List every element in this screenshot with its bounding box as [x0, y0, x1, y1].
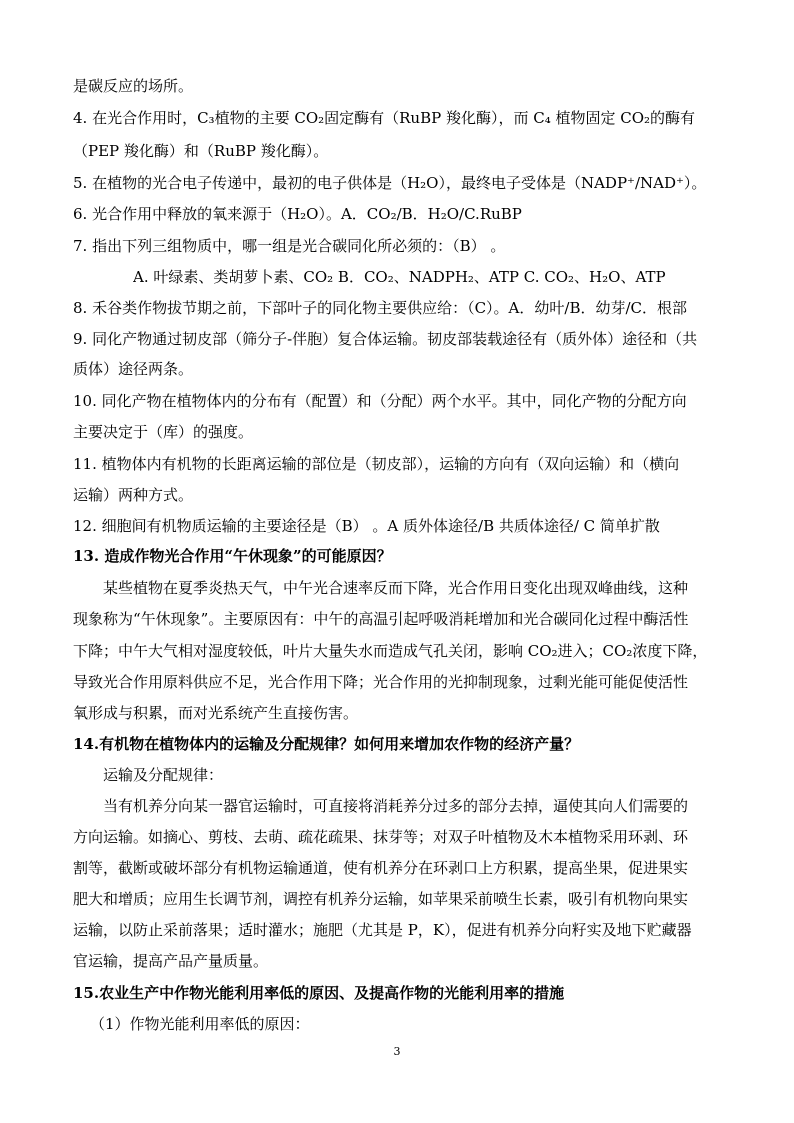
- text-line: 下降；中午大气相对湿度较低，叶片大量失水而造成气孔关闭，影响 CO₂进入；CO₂浓度下降，: [73, 642, 708, 660]
- text-line: 是碳反应的场所。: [73, 77, 194, 95]
- text-line: 当有机养分向某一器官运输时，可直接将消耗养分过多的部分去掉，逼使其向人们需要的: [103, 797, 689, 815]
- page-number: 3: [393, 1045, 401, 1058]
- text-line: 运输）两种方式。: [73, 486, 194, 504]
- text-line: 导致光合作用原料供应不足，光合作用下降；光合作用的光抑制现象，过剩光能可能促使活性: [73, 673, 689, 691]
- text-line: 运输及分配规律：: [103, 766, 224, 784]
- text-line: 4. 在光合作用时，C₃植物的主要 CO₂固定酶有（RuBP 羧化酶），而 C₄ 植物固定 CO₂的酶有: [73, 109, 696, 127]
- text-line: 割等，截断或破坏部分有机物运输通道，使有机养分在环剥口上方积累，提高坐果，促进果实: [73, 859, 689, 877]
- question-heading: 15.农业生产中作物光能利用率低的原因、及提高作物的光能利用率的措施: [73, 984, 565, 1002]
- text-line: A. 叶绿素、类胡萝卜素、CO₂ B．CO₂、NADPH₂、ATP C. CO₂、H₂O、ATP: [133, 268, 666, 286]
- text-line: 质体）途径两条。: [73, 360, 194, 378]
- text-line: 6. 光合作用中释放的氧来源于（H₂O）。A．CO₂/B．H₂O/C.RuBP: [73, 205, 522, 223]
- text-line: 官运输，提高产品产量质量。: [73, 952, 269, 970]
- text-line: （PEP 羧化酶）和（RuBP 羧化酶）。: [73, 142, 329, 160]
- text-line: 现象称为“午休现象”。主要原因有：中午的高温引起呼吸消耗增加和光合碳同化过程中酶活性: [73, 610, 689, 628]
- text-line: 11. 植物体内有机物的长距离运输的部位是（韧皮部），运输的方向有（双向运输）和（横向: [73, 455, 680, 473]
- text-line: 氧形成与积累，而对光系统产生直接伤害。: [73, 704, 359, 722]
- text-line: 方向运输。如摘心、剪枝、去萌、疏花疏果、抹芽等；对双子叶植物及木本植物采用环剥、环: [73, 828, 689, 846]
- text-line: 8. 禾谷类作物拔节期之前，下部叶子的同化物主要供应给：（C）。A．幼叶/B．幼芽/C．根部: [73, 299, 688, 317]
- text-line: 某些植物在夏季炎热天气，中午光合速率反而下降，光合作用日变化出现双峰曲线，这种: [103, 579, 689, 597]
- text-line: 12. 细胞间有机物质运输的主要途径是（B） 。A 质外体途径/B 共质体途径/ C 简单扩散: [73, 517, 660, 535]
- text-line: 5. 在植物的光合电子传递中，最初的电子供体是（H₂O），最终电子受体是（NADP⁺/NAD⁺）。: [73, 174, 707, 192]
- text-line: 9. 同化产物通过韧皮部（筛分子-伴胞）复合体运输。韧皮部装载途径有（质外体）途径和（共: [73, 330, 698, 348]
- question-heading: 14.有机物在植物体内的运输及分配规律？如何用来增加农作物的经济产量？: [73, 735, 580, 753]
- text-line: 10. 同化产物在植物体内的分布有（配置）和（分配）两个水平。其中，同化产物的分配方向: [73, 392, 687, 410]
- text-line: 肥大和增质；应用生长调节剂，调控有机养分运输，如苹果采前喷生长素，吸引有机物向果实: [73, 890, 689, 908]
- text-line: 主要决定于（库）的强度。: [73, 423, 254, 441]
- text-line: 7. 指出下列三组物质中，哪一组是光合碳同化所必须的：（B） 。: [73, 237, 506, 255]
- text-line: （1）作物光能利用率低的原因：: [90, 1015, 310, 1033]
- text-line: 运输，以防止采前落果；适时灌水；施肥（尤其是 P，K），促进有机养分向籽实及地下贮藏器: [73, 921, 692, 939]
- question-heading: 13. 造成作物光合作用“午休现象”的可能原因？: [73, 547, 392, 565]
